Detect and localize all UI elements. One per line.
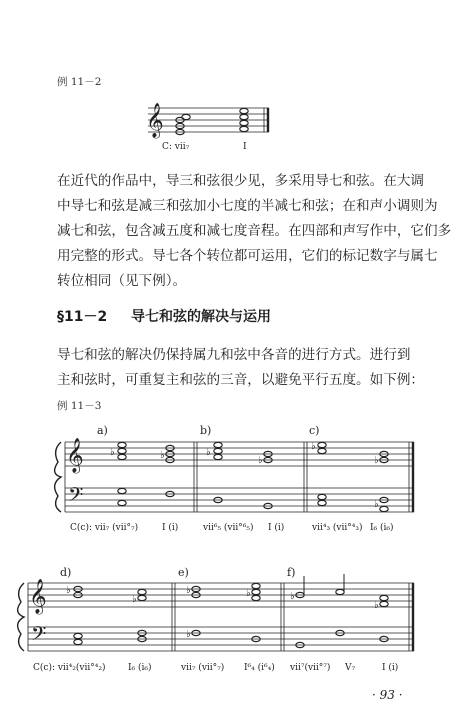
text-line: 转位相同（见下例）。 [57,273,187,289]
text-line: 减七和弦，包含减五度和减七度音程。在四部和声写作中，它们多 [57,223,452,239]
svg-text:♭: ♭ [258,455,263,466]
svg-text:♭: ♭ [290,591,295,602]
svg-text:♭: ♭ [206,447,211,458]
chord-label: C(c): vii⁴₂(vii°⁴₂) [33,663,106,673]
svg-text:♭: ♭ [186,629,191,640]
section-title: 导七和弦的解决与运用 [130,309,271,325]
svg-text:𝄞: 𝄞 [29,579,47,614]
chord-label: I (i) [162,523,179,533]
chord-label: vii₇ (vii°₇) [181,663,225,673]
example-label-11-2: 例 11－2 [57,76,102,88]
section-number: §11－2 [57,309,108,325]
svg-text:♭: ♭ [374,499,379,510]
svg-text:♭: ♭ [186,585,191,596]
chord-label: vii⁴₃ (vii°⁴₃) [312,523,363,533]
svg-text:♭: ♭ [374,600,379,611]
text-line: 在近代的作品中，导三和弦很少见，多采用导七和弦。在大调 [57,173,425,189]
text-line: 中导七和弦是减三和弦加小七度的半减七和弦；在和声小调则为 [57,198,438,214]
text-line: 导七和弦的解决仍保持属九和弦中各音的进行方式。进行到 [57,347,411,363]
chord-label: C: vii₇ [162,142,190,152]
svg-text:𝄢: 𝄢 [31,622,47,650]
svg-text:♭: ♭ [110,447,115,458]
svg-text:𝄞: 𝄞 [146,103,164,138]
svg-text:♭: ♭ [374,455,379,466]
chord-label: vii⁷(vii°⁷) [290,663,331,673]
chord-label: C(c): vii₇ (vii°₇) [70,523,139,533]
example-label-11-3: 例 11－3 [57,400,102,412]
chord-label: I₆ (i₆) [128,663,152,673]
chord-label: I₆ (i₆) [370,523,394,533]
page-number: · 93 · [372,688,403,702]
svg-text:♭: ♭ [160,450,165,461]
section-letter: b) [200,424,212,437]
section-letter: f) [287,566,296,579]
chord-label: I [243,142,247,152]
chord-label: V₇ [345,663,356,673]
section-letter: e) [178,566,189,579]
chord-label: I (i) [382,663,399,673]
chord-label: vii⁶₅ (vii°⁶₅) [203,523,254,533]
svg-text:♭: ♭ [66,585,71,596]
svg-text:♭: ♭ [132,594,137,605]
text-line: 主和弦时，可重复主和弦的三音，以避免平行五度。如下例： [57,372,425,388]
section-letter: d) [60,566,72,579]
svg-text:♭: ♭ [246,588,251,599]
chord-label: I (i) [268,523,285,533]
svg-text:𝄢: 𝄢 [68,483,84,511]
svg-text:♭: ♭ [311,441,316,452]
chord-label: I⁶₄ (i⁶₄) [244,663,275,673]
section-letter: c) [309,424,320,437]
text-line: 用完整的形式。导七各个转位都可运用，它们的标记数字与属七 [57,248,438,264]
svg-text:𝄞: 𝄞 [66,438,84,473]
section-letter: a) [97,424,108,437]
